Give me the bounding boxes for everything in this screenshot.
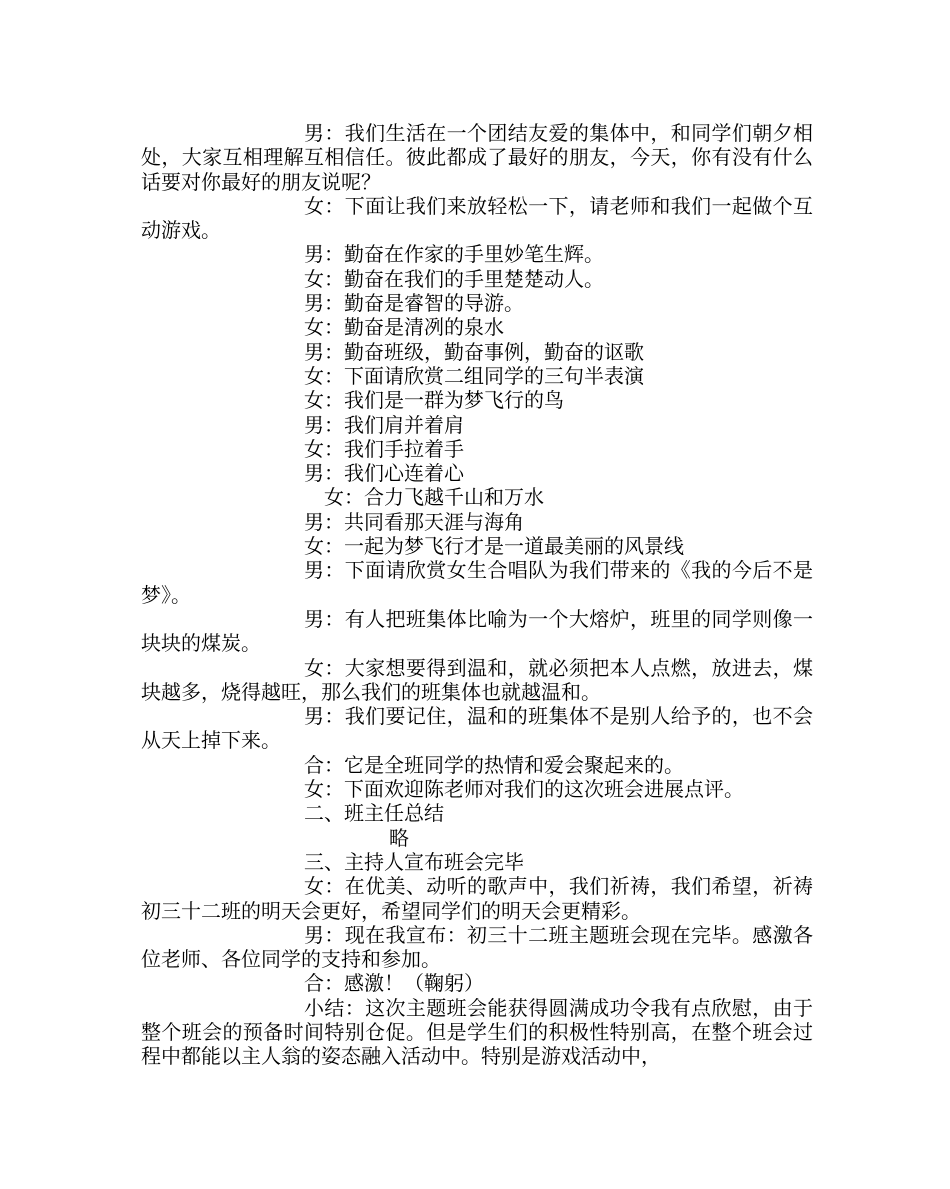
paragraph: 男：勤奋是睿智的导游。 (304, 291, 524, 316)
paragraph: 女：在优美、动听的歌声中，我们祈祷，我们希望，祈祷初三十二班的明天会更好，希望同学们的明天会更精彩。 (141, 874, 813, 923)
paragraph: 合：它是全班同学的热情和爱会聚起来的。 (304, 752, 684, 777)
paragraph: 男：现在我宣布：初三十二班主题班会现在完毕。感激各位老师、各位同学的支持和参加。 (141, 922, 813, 972)
paragraph: 女：我们手拉着手 (304, 436, 464, 461)
paragraph: 男：我们肩并着肩 (304, 412, 464, 437)
section-heading: 二、班主任总结 (304, 801, 444, 826)
paragraph: 女：下面请欣赏二组同学的三句半表演 (304, 363, 644, 388)
paragraph: 女：勤奋在我们的手里楚楚动人。 (304, 266, 604, 291)
paragraph: 男：勤奋班级，勤奋事例，勤奋的讴歌 (304, 339, 644, 364)
paragraph: 女：下面让我们来放轻松一下，请老师和我们一起做个互动游戏。 (141, 193, 813, 243)
paragraph: 女：勤奋是清冽的泉水 (304, 315, 504, 340)
section-heading: 三、主持人宣布班会完毕 (304, 849, 524, 874)
paragraph: 男：有人把班集体比喻为一个大熔炉，班里的同学则像一块块的煤炭。 (141, 606, 813, 656)
paragraph: 男：我们心连着心 (304, 461, 464, 486)
paragraph: 女：下面欢迎陈老师对我们的这次班会进展点评。 (304, 777, 744, 802)
document-page (141, 121, 813, 1069)
paragraph: 合：感激！（鞠躬） (304, 971, 484, 996)
paragraph: 小结：这次主题班会能获得圆满成功令我有点欣慰，由于整个班会的预备时间特别仓促。但是学生们的积极性特别高，在整个班会过程中都能以主人翁的姿态融入活动中。特别是游戏活动中， (141, 995, 813, 1069)
paragraph: 女：大家想要得到温和，就必须把本人点燃，放进去，煤块越多，烧得越旺，那么我们的班集体也就越温和。 (141, 655, 813, 704)
paragraph: 男：我们要记住，温和的班集体不是别人给予的，也不会从天上掉下来。 (141, 704, 813, 753)
paragraph: 女：我们是一群为梦飞行的鸟 (304, 388, 564, 413)
paragraph: 女：合力飞越千山和万水 (324, 485, 544, 510)
paragraph: 男：勤奋在作家的手里妙笔生辉。 (304, 242, 604, 267)
paragraph: 男：下面请欣赏女生合唱队为我们带来的《我的今后不是梦》。 (141, 558, 813, 607)
paragraph: 男：共同看那天涯与海角 (304, 509, 524, 534)
paragraph: 男：我们生活在一个团结友爱的集体中，和同学们朝夕相处，大家互相理解互相信任。彼此都成了最好的朋友，今天，你有没有什么话要对你最好的朋友说呢？ (141, 121, 813, 194)
paragraph: 女：一起为梦飞行才是一道最美丽的风景线 (304, 534, 684, 559)
paragraph: 略 (389, 825, 409, 850)
